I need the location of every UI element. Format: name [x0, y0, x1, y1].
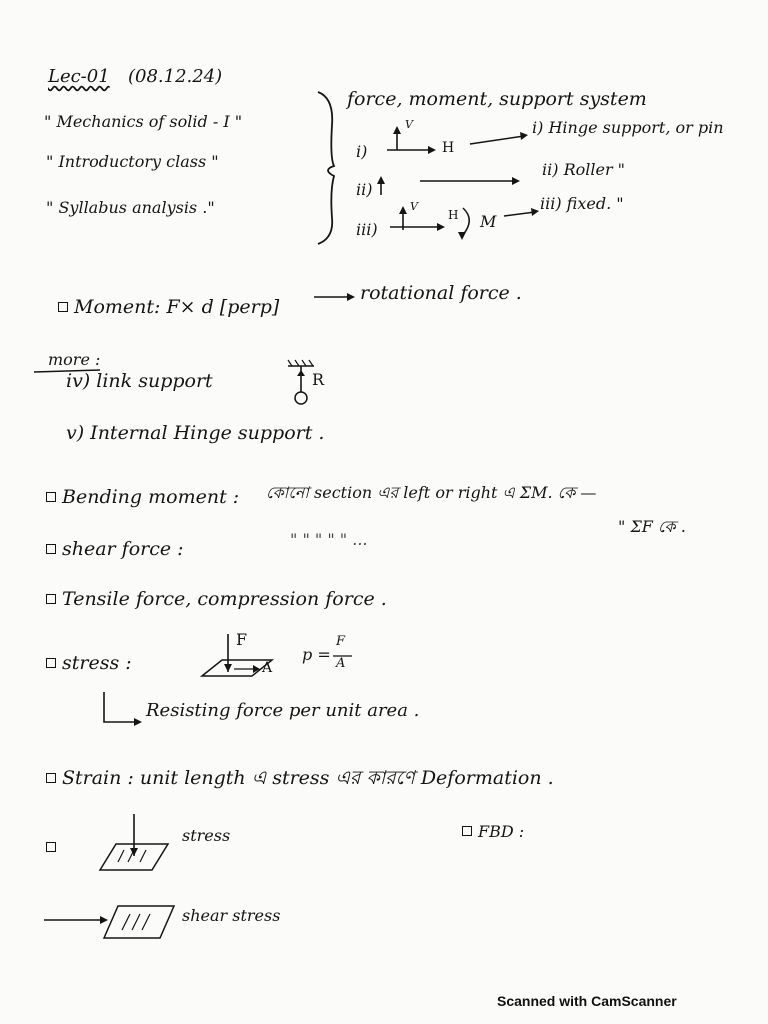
formula-numerator: F [336, 634, 346, 649]
lecture-number: Lec-01 [48, 66, 110, 87]
row-3-moment: M [480, 212, 497, 231]
link-support-label: iv) link support [66, 370, 213, 392]
more-heading: more : [48, 350, 101, 369]
row-1-result: i) Hinge support, or pin [532, 118, 724, 137]
moment-result: rotational force . [360, 282, 522, 304]
scanner-watermark: Scanned with CamScanner [497, 993, 677, 1009]
ditto-marks: " " " " " ... [290, 530, 368, 549]
row-2-result: ii) Roller " [542, 160, 626, 179]
row-1-num: i) [356, 142, 368, 161]
shear-force-text: " ΣF কে . [618, 517, 686, 536]
checkbox-icon [46, 594, 56, 604]
stress-line: stress : [46, 652, 132, 674]
row-2-num: ii) [356, 180, 373, 199]
definition-hook-arrow [104, 692, 138, 722]
class-title: " Introductory class " [46, 152, 219, 171]
shear-force-line: shear force : [46, 538, 184, 560]
stress-definition: Resisting force per unit area . [146, 700, 420, 721]
fbd-line: FBD : [462, 822, 524, 841]
shear-figure [104, 906, 174, 938]
moment-arc [462, 208, 469, 236]
checkbox-icon [46, 842, 56, 852]
formula-p: p = [302, 645, 331, 664]
row-1-force: H [442, 140, 455, 156]
stress-figure-label: stress [182, 826, 231, 845]
lecture-date: (08.12.24) [128, 66, 223, 87]
bending-moment-text: কোনো section এর left or right এ ΣM. কে — [266, 483, 597, 502]
link-support-r: R [312, 370, 325, 389]
shear-stress-label: shear stress [182, 906, 281, 925]
row-3-force: H [448, 208, 459, 222]
syllabus-note: " Syllabus analysis ." [46, 198, 215, 217]
link-support-pin [295, 392, 307, 404]
checkbox-icon [58, 302, 68, 312]
checkbox-icon [46, 773, 56, 783]
v-label-1: V [405, 118, 413, 131]
row-3-result: iii) fixed. " [540, 194, 624, 213]
tensile-line: Tensile force, compression force . [46, 588, 387, 610]
support-system-title: force, moment, support system [347, 88, 647, 110]
checkbox-icon [46, 544, 56, 554]
checkbox-icon [462, 826, 472, 836]
bending-moment-line: Bending moment : [46, 486, 239, 508]
figure-bullet [46, 836, 62, 858]
stress-f-label: F [236, 630, 248, 649]
row-3-num: iii) [356, 220, 378, 239]
moment-line: Moment: F× d [perp] [58, 296, 279, 318]
curly-brace [318, 92, 334, 244]
strain-line: Strain : unit length এ stress এর কারণে Deformation . [46, 764, 554, 796]
result-arrow-3 [504, 212, 535, 216]
checkbox-icon [46, 658, 56, 668]
stress-a-label: A [262, 660, 273, 676]
course-title: " Mechanics of solid - I " [44, 112, 243, 131]
internal-hinge-label: v) Internal Hinge support . [66, 422, 325, 444]
v-label-3: V [410, 200, 418, 213]
formula-denominator: A [336, 656, 346, 671]
result-arrow-1 [470, 136, 524, 144]
checkbox-icon [46, 492, 56, 502]
